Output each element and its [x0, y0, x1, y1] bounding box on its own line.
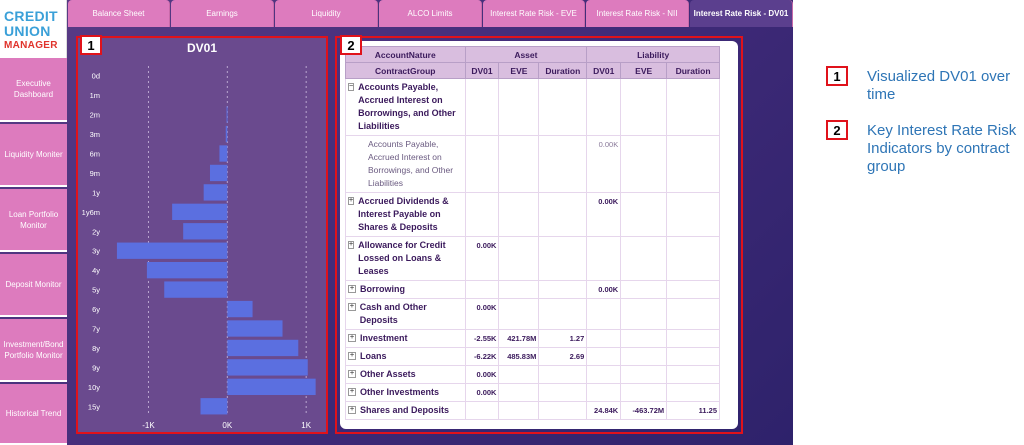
legend-badge-1: 1: [826, 66, 848, 86]
cell-a-dv01: [465, 193, 499, 237]
y-tick-label: 4y: [92, 266, 100, 276]
cell-a-eve: [499, 402, 539, 420]
cell-l-dur: [667, 237, 720, 281]
tab-interest-rate-risk-nii[interactable]: [586, 0, 689, 27]
cell-a-dv01: [465, 136, 499, 193]
nav-item-investment-bond-portfolio-monitor[interactable]: [0, 319, 67, 382]
table-row[interactable]: [346, 237, 720, 281]
dv01-bar-chart: [78, 38, 326, 432]
y-tick-label: 15y: [87, 402, 100, 412]
cell-a-eve: [499, 79, 539, 136]
bar-2m[interactable]: [227, 106, 228, 122]
logo-line2: UNION: [4, 23, 51, 39]
header-liability[interactable]: Liability: [587, 47, 720, 63]
cell-a-dur: [539, 237, 587, 281]
cell-l-eve: [621, 299, 667, 330]
table-row[interactable]: [346, 299, 720, 330]
header-asset-dv01[interactable]: DV01: [465, 63, 499, 79]
y-tick-label: 9y: [92, 363, 100, 373]
bar-3m[interactable]: [226, 126, 228, 142]
y-tick-label: 8y: [92, 343, 100, 353]
tab-alco-limits[interactable]: [379, 0, 482, 27]
header-asset-duration[interactable]: Duration: [539, 63, 587, 79]
cell-l-dur: [667, 330, 720, 348]
bar-3y[interactable]: [117, 243, 227, 259]
table-row[interactable]: [346, 193, 720, 237]
y-tick-label: 2m: [89, 110, 100, 120]
y-tick-label: 2y: [92, 227, 100, 237]
cell-a-eve: [499, 237, 539, 281]
cell-l-dur: [667, 384, 720, 402]
tab-interest-rate-risk-eve[interactable]: [483, 0, 585, 27]
legend-text-2: Key Interest Rate Risk Indicators by contract group: [867, 122, 1017, 175]
cell-l-eve: [621, 348, 667, 366]
cell-l-eve: [621, 79, 667, 136]
cell-l-dv01: [587, 299, 621, 330]
row-label-group: [346, 366, 466, 384]
row-label-text: Cash and Other Deposits: [359, 302, 427, 325]
table-row[interactable]: [346, 136, 720, 193]
cell-a-dur: 1.27: [539, 330, 587, 348]
row-label-text: Accrued Dividends & Interest Payable on Shares & Deposits: [358, 196, 449, 232]
cell-l-dv01: [587, 384, 621, 402]
risk-table-panel: [335, 36, 743, 434]
cell-l-eve: [621, 384, 667, 402]
logo-line3: MANAGER: [4, 40, 58, 51]
nav-label: Investment/Bond Portfolio Monitor: [3, 339, 64, 360]
header-asset[interactable]: Asset: [465, 47, 587, 63]
nav-item-loan-portfolio-monitor[interactable]: [0, 189, 67, 252]
cell-a-dv01: -6.22K: [465, 348, 499, 366]
chart-title: DV01: [186, 41, 218, 55]
y-tick-label: 9m: [89, 168, 100, 178]
cell-a-dur: [539, 136, 587, 193]
header-contract-group[interactable]: ContractGroup: [346, 63, 466, 79]
cell-l-dur: 11.25: [667, 402, 720, 420]
row-label-group: [346, 348, 466, 366]
cell-a-dv01: [465, 402, 499, 420]
cell-l-dur: [667, 193, 720, 237]
cell-l-dv01: [587, 237, 621, 281]
cell-l-dur: [667, 79, 720, 136]
table-row[interactable]: [346, 348, 720, 366]
badge-1: 1: [80, 35, 102, 55]
cell-l-dv01: 0.00K: [587, 193, 621, 237]
cell-a-dv01: -2.55K: [465, 330, 499, 348]
bar-10y[interactable]: [227, 379, 315, 395]
y-tick-label: 0d: [91, 71, 100, 81]
row-label-group: [346, 237, 466, 281]
y-tick-label: 6y: [92, 305, 100, 315]
cell-l-eve: -463.72M: [621, 402, 667, 420]
bar-7y[interactable]: [227, 320, 282, 336]
cell-l-dur: [667, 281, 720, 299]
bar-2y[interactable]: [183, 223, 227, 239]
header-liability-eve[interactable]: EVE: [621, 63, 667, 79]
cell-l-dur: [667, 299, 720, 330]
tab-label: Interest Rate Risk - NII: [596, 9, 678, 18]
plus-box-icon[interactable]: +: [349, 241, 354, 248]
y-tick-label: 6m: [89, 149, 100, 159]
cell-l-eve: [621, 193, 667, 237]
cell-a-dur: 2.69: [539, 348, 587, 366]
cell-a-eve: [499, 384, 539, 402]
cell-l-dv01: [587, 330, 621, 348]
y-tick-label: 7y: [92, 324, 100, 334]
cell-l-eve: [621, 237, 667, 281]
row-label-group: [346, 384, 466, 402]
row-label-sub: [346, 136, 466, 193]
nav-label: Loan Portfolio Monitor: [8, 209, 59, 230]
header-account-nature[interactable]: AccountNature: [346, 47, 466, 63]
row-label-text: Allowance for Credit Lossed on Loans & Leases: [358, 240, 446, 276]
nav-label: Historical Trend: [5, 409, 62, 418]
x-tick-label: 0K: [222, 421, 233, 430]
tab-label: Interest Rate Risk - DV01: [693, 9, 789, 18]
bar-8y[interactable]: [227, 340, 298, 356]
row-label-text: Accounts Payable, Accrued Interest on Borrowings, and Other Liabilities: [368, 139, 454, 188]
plus-box-icon[interactable]: +: [349, 388, 355, 395]
cell-a-dur: [539, 281, 587, 299]
plus-box-icon[interactable]: +: [349, 303, 354, 310]
bar-15y[interactable]: [201, 398, 228, 414]
cell-l-dv01: [587, 348, 621, 366]
bar-5y[interactable]: [164, 281, 227, 297]
y-tick-label: 1y6m: [81, 207, 100, 217]
cell-a-dur: [539, 402, 587, 420]
cell-l-eve: [621, 366, 667, 384]
cell-l-eve: [621, 136, 667, 193]
tab-balance-sheet[interactable]: [68, 0, 170, 27]
y-tick-label: 3m: [89, 130, 100, 140]
cell-a-dv01: 0.00K: [465, 299, 499, 330]
table-row[interactable]: [346, 366, 720, 384]
cell-l-dur: [667, 366, 720, 384]
plus-box-icon[interactable]: +: [349, 334, 355, 341]
row-label-text: Other Investments: [360, 387, 440, 397]
tab-label: Balance Sheet: [92, 9, 145, 18]
row-label-text: Accounts Payable, Accrued Interest on Borrowings, and Other Liabilities: [358, 82, 456, 131]
tab-label: ALCO Limits: [407, 9, 453, 18]
row-label-text: Other Assets: [360, 369, 416, 379]
table-row[interactable]: [346, 281, 720, 299]
plus-box-icon[interactable]: +: [349, 352, 355, 359]
table-row[interactable]: [346, 330, 720, 348]
badge-2: 2: [340, 35, 362, 55]
nav-item-executive-dashboard[interactable]: [0, 58, 67, 122]
cell-l-dur: [667, 348, 720, 366]
dv01-chart-panel: [76, 36, 328, 434]
row-label-text: Loans: [360, 351, 387, 361]
cell-l-dv01: 0.00K: [587, 136, 621, 193]
y-tick-label: 1m: [89, 91, 100, 101]
plus-box-icon[interactable]: +: [349, 197, 354, 204]
bar-9m[interactable]: [210, 165, 227, 181]
legend-badge-2: 2: [826, 120, 848, 140]
cell-a-eve: [499, 299, 539, 330]
plus-box-icon[interactable]: +: [349, 406, 355, 413]
tab-label: Liquidity: [311, 9, 341, 18]
logo-line1: CREDIT: [4, 8, 58, 24]
cell-a-dv01: 0.00K: [465, 237, 499, 281]
bar-9y[interactable]: [227, 359, 307, 375]
table-row[interactable]: [346, 79, 720, 136]
cell-a-dv01: 0.00K: [465, 366, 499, 384]
y-tick-label: 1y: [92, 188, 100, 198]
row-label-text: Shares and Deposits: [360, 405, 450, 415]
tab-interest-rate-risk-dv01[interactable]: [690, 0, 793, 27]
row-label-group: [346, 299, 466, 330]
cell-a-eve: [499, 366, 539, 384]
nav-item-historical-trend[interactable]: [0, 384, 67, 445]
cell-l-dv01: 0.00K: [587, 281, 621, 299]
bar-4y[interactable]: [147, 262, 227, 278]
table-card: [340, 41, 738, 429]
row-label-group: [346, 281, 466, 299]
cell-l-eve: [621, 281, 667, 299]
tab-liquidity[interactable]: [275, 0, 378, 27]
header-liability-duration[interactable]: Duration: [667, 63, 720, 79]
cell-a-dur: [539, 366, 587, 384]
y-tick-label: 5y: [92, 285, 100, 295]
cell-l-dv01: 24.84K: [587, 402, 621, 420]
cell-a-eve: [499, 281, 539, 299]
minus-box-icon[interactable]: −: [349, 83, 354, 90]
table-row[interactable]: [346, 384, 720, 402]
risk-matrix-table: [345, 46, 720, 420]
row-label-group: [346, 79, 466, 136]
legend-text-1: Visualized DV01 over time: [867, 68, 1011, 103]
y-tick-label: 3y: [92, 246, 100, 256]
x-tick-label: 1K: [301, 421, 312, 430]
nav-item-deposit-monitor[interactable]: [0, 254, 67, 317]
logo: [0, 0, 67, 58]
row-label-group: [346, 402, 466, 420]
row-label-text: Borrowing: [360, 284, 405, 294]
cell-a-dv01: [465, 79, 499, 136]
nav-label: Deposit Monitor: [5, 280, 62, 289]
cell-a-eve: [499, 136, 539, 193]
cell-a-eve: 485.83M: [499, 348, 539, 366]
x-tick-label: -1K: [142, 421, 155, 430]
bar-1y6m[interactable]: [172, 204, 227, 220]
y-tick-label: 10y: [87, 382, 100, 392]
cell-l-eve: [621, 330, 667, 348]
cell-a-eve: 421.78M: [499, 330, 539, 348]
header-liability-dv01[interactable]: DV01: [587, 63, 621, 79]
cell-a-dv01: 0.00K: [465, 384, 499, 402]
row-label-group: [346, 330, 466, 348]
cell-l-dv01: [587, 366, 621, 384]
cell-l-dv01: [587, 79, 621, 136]
cell-a-dur: [539, 193, 587, 237]
tab-label: Interest Rate Risk - EVE: [490, 9, 577, 18]
table-row[interactable]: [346, 402, 720, 420]
row-label-text: Investment: [360, 333, 408, 343]
cell-a-dv01: [465, 281, 499, 299]
cell-a-dur: [539, 79, 587, 136]
nav-label: Liquidity Moniter: [4, 150, 63, 159]
cell-a-dur: [539, 384, 587, 402]
tab-earnings[interactable]: [171, 0, 274, 27]
nav-label: Executive Dashboard: [13, 79, 54, 99]
tab-label: Earnings: [206, 9, 238, 18]
header-asset-eve[interactable]: EVE: [499, 63, 539, 79]
cell-l-dur: [667, 136, 720, 193]
plus-box-icon[interactable]: +: [349, 370, 355, 377]
bar-6y[interactable]: [227, 301, 252, 317]
bar-1y[interactable]: [204, 184, 228, 200]
nav-item-liquidity-monitor[interactable]: [0, 124, 67, 187]
cell-a-dur: [539, 299, 587, 330]
bar-6m[interactable]: [219, 145, 227, 161]
cell-a-eve: [499, 193, 539, 237]
plus-box-icon[interactable]: +: [349, 285, 355, 292]
row-label-group: [346, 193, 466, 237]
